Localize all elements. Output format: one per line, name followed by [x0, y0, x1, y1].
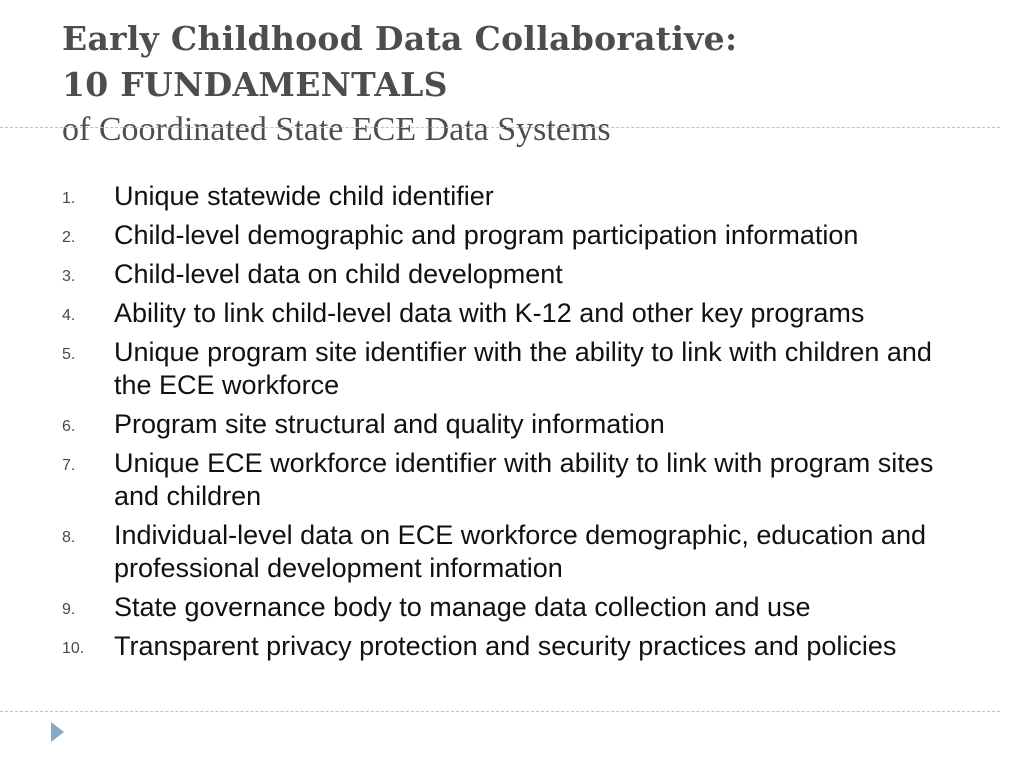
title-line-2: 10 FUNDAMENTALS	[62, 65, 448, 104]
footer-divider	[0, 711, 1000, 712]
list-item	[62, 336, 962, 402]
list-item	[62, 519, 962, 585]
list-number: 4.	[62, 307, 76, 324]
list-number: 6.	[62, 418, 76, 435]
list-item	[62, 297, 962, 330]
list-item-text: Unique statewide child identifier	[114, 181, 494, 211]
list-number: 2.	[62, 229, 76, 246]
fundamentals-list	[62, 180, 962, 669]
play-triangle-icon	[51, 722, 64, 742]
list-item-text: Ability to link child-level data with K-12 and other key programs	[114, 298, 865, 328]
list-item-text: Program site structural and quality information	[114, 409, 665, 439]
title-divider	[0, 127, 1000, 128]
list-item-text: State governance body to manage data collection and use	[114, 592, 811, 622]
list-item-text: Unique ECE workforce identifier with ability to link with program sites and children	[114, 448, 934, 511]
list-number: 9.	[62, 601, 76, 618]
list-number: 7.	[62, 457, 76, 474]
title-line-1: Early Childhood Data Collaborative:	[62, 19, 738, 58]
list-item	[62, 408, 962, 441]
list-item	[62, 630, 962, 663]
list-item	[62, 219, 962, 252]
list-item-text: Transparent privacy protection and security practices and policies	[114, 631, 897, 661]
list-item	[62, 447, 962, 513]
list-number: 5.	[62, 346, 76, 363]
list-item-text: Child-level data on child development	[114, 259, 563, 289]
list-number: 10.	[62, 640, 85, 657]
list-number: 3.	[62, 268, 76, 285]
list-item	[62, 180, 962, 213]
list-number: 1.	[62, 190, 76, 207]
list-item	[62, 591, 962, 624]
list-number: 8.	[62, 529, 76, 546]
title-subtitle: of Coordinated State ECE Data Systems	[62, 111, 611, 148]
slide-title	[62, 16, 1002, 152]
list-item-text: Unique program site identifier with the ability to link with children and the ECE workforce	[114, 337, 932, 400]
list-item-text: Child-level demographic and program participation information	[114, 220, 859, 250]
list-item	[62, 258, 962, 291]
list-item-text: Individual-level data on ECE workforce demographic, education and professional development information	[114, 520, 926, 583]
